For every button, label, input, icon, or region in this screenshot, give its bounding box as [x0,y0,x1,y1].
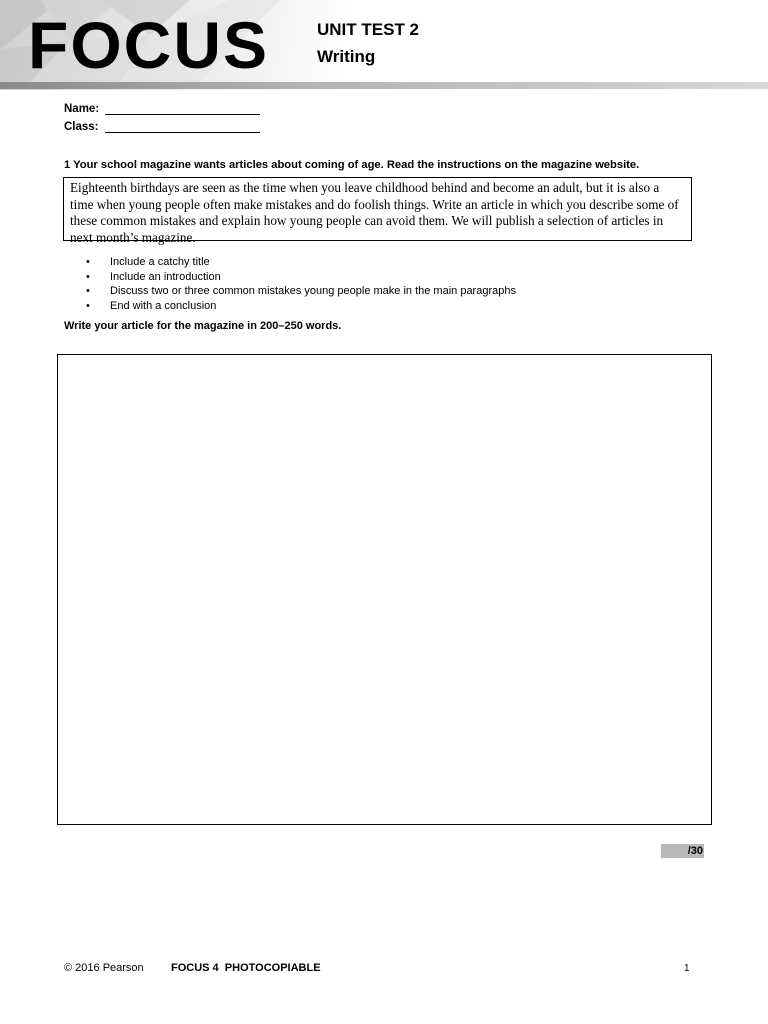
bullet-icon: • [86,285,90,298]
header-divider [0,82,768,89]
class-field-row [64,120,260,133]
bullet-icon: • [86,270,90,283]
write-instruction: Write your article for the magazine in 200–250 words. [64,320,342,332]
page-header [0,0,768,90]
bullet-text: Include a catchy title [110,256,210,268]
bullet-text: Discuss two or three common mistakes young people make in the main paragraphs [110,285,516,298]
bullet-text: End with a conclusion [110,299,217,312]
footer-series: FOCUS 4 PHOTOCOPIABLE [171,962,321,974]
name-blank-line[interactable] [105,102,260,115]
focus-logo: FOCUS [28,8,269,82]
task-bullet-list [86,255,516,313]
list-item [86,299,516,314]
class-blank-line[interactable] [105,120,260,133]
bullet-icon: • [86,256,90,268]
name-field-row [64,102,260,115]
page-number: 1 [684,963,690,974]
list-item [86,284,516,299]
unit-test-title: UNIT TEST 2 [317,20,420,39]
list-item [86,255,516,270]
footer-copyright: © 2016 Pearson [64,962,144,974]
score-box: /30 [661,844,704,858]
answer-writing-box[interactable] [57,354,712,825]
bullet-icon: • [86,299,90,312]
class-label: Class: [64,121,99,133]
name-label: Name: [64,103,100,115]
bullet-text: Include an introduction [110,270,221,283]
question-heading: 1 Your school magazine wants articles about coming of age. Read the instructions on the magazine website. [64,159,640,171]
unit-test-subtitle: Writing [317,47,376,66]
list-item [86,270,516,285]
magazine-instruction-box: Eighteenth birthdays are seen as the time when you leave childhood behind and become an adult, but it is also a time when young people often make mistakes and do foolish things. Write an article in which you describe some of these common mistakes and explain how young people can avoid them. We will publish a selection of articles in next month’s magazine. [63,177,692,241]
